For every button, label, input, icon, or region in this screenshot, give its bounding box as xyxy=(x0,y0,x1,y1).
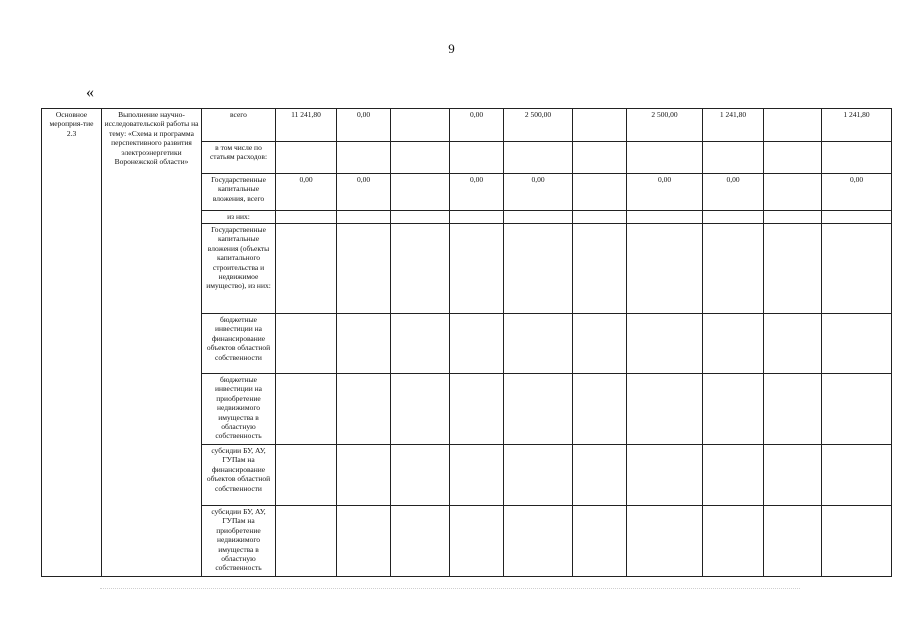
value-cell: 0,00 xyxy=(337,109,391,142)
value-cell xyxy=(627,211,703,224)
scan-artifact-line xyxy=(100,588,800,590)
value-cell xyxy=(822,445,892,506)
value-cell xyxy=(450,211,504,224)
value-cell xyxy=(391,445,450,506)
value-cell xyxy=(764,211,822,224)
value-cell xyxy=(764,374,822,445)
value-cell: 0,00 xyxy=(450,109,504,142)
value-cell: 2 500,00 xyxy=(627,109,703,142)
value-cell: 11 241,80 xyxy=(276,109,337,142)
row-label: бюджетные инвестиции на приобретение недвижимого имущества в областную собственность xyxy=(202,374,276,445)
value-cell xyxy=(450,374,504,445)
value-cell xyxy=(337,506,391,577)
measure-description-cell: Выполнение научно-исследовательской работы на тему: «Схема и программа перспективного развития электроэнергетики Воронежской области» xyxy=(102,109,202,577)
value-cell xyxy=(391,174,450,211)
value-cell xyxy=(337,374,391,445)
value-cell xyxy=(822,506,892,577)
value-cell xyxy=(504,374,573,445)
value-cell xyxy=(627,506,703,577)
value-cell xyxy=(504,211,573,224)
value-cell xyxy=(627,374,703,445)
row-label: Государственные капитальные вложения (объекты капитального строительства и недвижимое имущество), из них: xyxy=(202,224,276,314)
value-cell xyxy=(764,445,822,506)
value-cell xyxy=(391,224,450,314)
value-cell xyxy=(450,445,504,506)
value-cell xyxy=(822,314,892,374)
value-cell xyxy=(504,506,573,577)
value-cell xyxy=(573,506,627,577)
value-cell xyxy=(627,142,703,174)
value-cell xyxy=(822,224,892,314)
value-cell xyxy=(822,142,892,174)
value-cell xyxy=(337,142,391,174)
value-cell xyxy=(573,314,627,374)
value-cell xyxy=(764,174,822,211)
value-cell xyxy=(573,109,627,142)
value-cell: 2 500,00 xyxy=(504,109,573,142)
value-cell xyxy=(627,445,703,506)
value-cell xyxy=(504,314,573,374)
value-cell xyxy=(337,445,391,506)
value-cell xyxy=(627,224,703,314)
budget-table xyxy=(41,108,892,577)
value-cell: 0,00 xyxy=(450,174,504,211)
value-cell: 1 241,80 xyxy=(703,109,764,142)
value-cell xyxy=(337,224,391,314)
value-cell xyxy=(573,142,627,174)
value-cell: 0,00 xyxy=(504,174,573,211)
value-cell xyxy=(450,506,504,577)
row-label: Государственные капитальные вложения, всего xyxy=(202,174,276,211)
page-number: 9 xyxy=(448,41,455,56)
value-cell xyxy=(337,211,391,224)
value-cell xyxy=(276,314,337,374)
value-cell xyxy=(703,445,764,506)
value-cell xyxy=(276,445,337,506)
value-cell xyxy=(391,374,450,445)
value-cell xyxy=(822,211,892,224)
row-label: всего xyxy=(202,109,276,142)
value-cell xyxy=(573,211,627,224)
value-cell xyxy=(391,142,450,174)
value-cell xyxy=(764,506,822,577)
value-cell xyxy=(822,374,892,445)
value-cell xyxy=(276,224,337,314)
value-cell xyxy=(703,142,764,174)
value-cell xyxy=(276,374,337,445)
value-cell xyxy=(764,142,822,174)
value-cell xyxy=(450,314,504,374)
row-label: субсидии БУ, АУ, ГУПам на приобретение недвижимого имущества в областную собственность xyxy=(202,506,276,577)
value-cell xyxy=(703,374,764,445)
value-cell xyxy=(573,174,627,211)
value-cell xyxy=(450,224,504,314)
value-cell xyxy=(337,314,391,374)
value-cell xyxy=(391,506,450,577)
value-cell xyxy=(703,314,764,374)
value-cell xyxy=(504,445,573,506)
row-label: субсидии БУ, АУ, ГУПам на финансирование объектов областной собственности xyxy=(202,445,276,506)
value-cell: 0,00 xyxy=(627,174,703,211)
value-cell xyxy=(703,224,764,314)
value-cell: 0,00 xyxy=(822,174,892,211)
value-cell xyxy=(764,109,822,142)
value-cell xyxy=(504,142,573,174)
value-cell xyxy=(764,224,822,314)
value-cell: 0,00 xyxy=(276,174,337,211)
row-label: в том числе по статьям расходов: xyxy=(202,142,276,174)
opening-quote-mark: « xyxy=(86,84,94,101)
row-label: бюджетные инвестиции на финансирование объектов областной собственности xyxy=(202,314,276,374)
row-label: из них: xyxy=(202,211,276,224)
value-cell xyxy=(391,211,450,224)
value-cell xyxy=(391,314,450,374)
value-cell xyxy=(450,142,504,174)
value-cell xyxy=(276,142,337,174)
value-cell xyxy=(276,211,337,224)
value-cell xyxy=(627,314,703,374)
measure-code-cell: Основное мероприя-тие 2.3 xyxy=(42,109,102,577)
value-cell xyxy=(573,374,627,445)
value-cell xyxy=(703,211,764,224)
value-cell: 0,00 xyxy=(703,174,764,211)
value-cell xyxy=(504,224,573,314)
value-cell: 0,00 xyxy=(337,174,391,211)
value-cell xyxy=(703,506,764,577)
value-cell xyxy=(764,314,822,374)
value-cell: 1 241,80 xyxy=(822,109,892,142)
value-cell xyxy=(391,109,450,142)
value-cell xyxy=(276,506,337,577)
table-row xyxy=(42,109,892,142)
value-cell xyxy=(573,445,627,506)
value-cell xyxy=(573,224,627,314)
